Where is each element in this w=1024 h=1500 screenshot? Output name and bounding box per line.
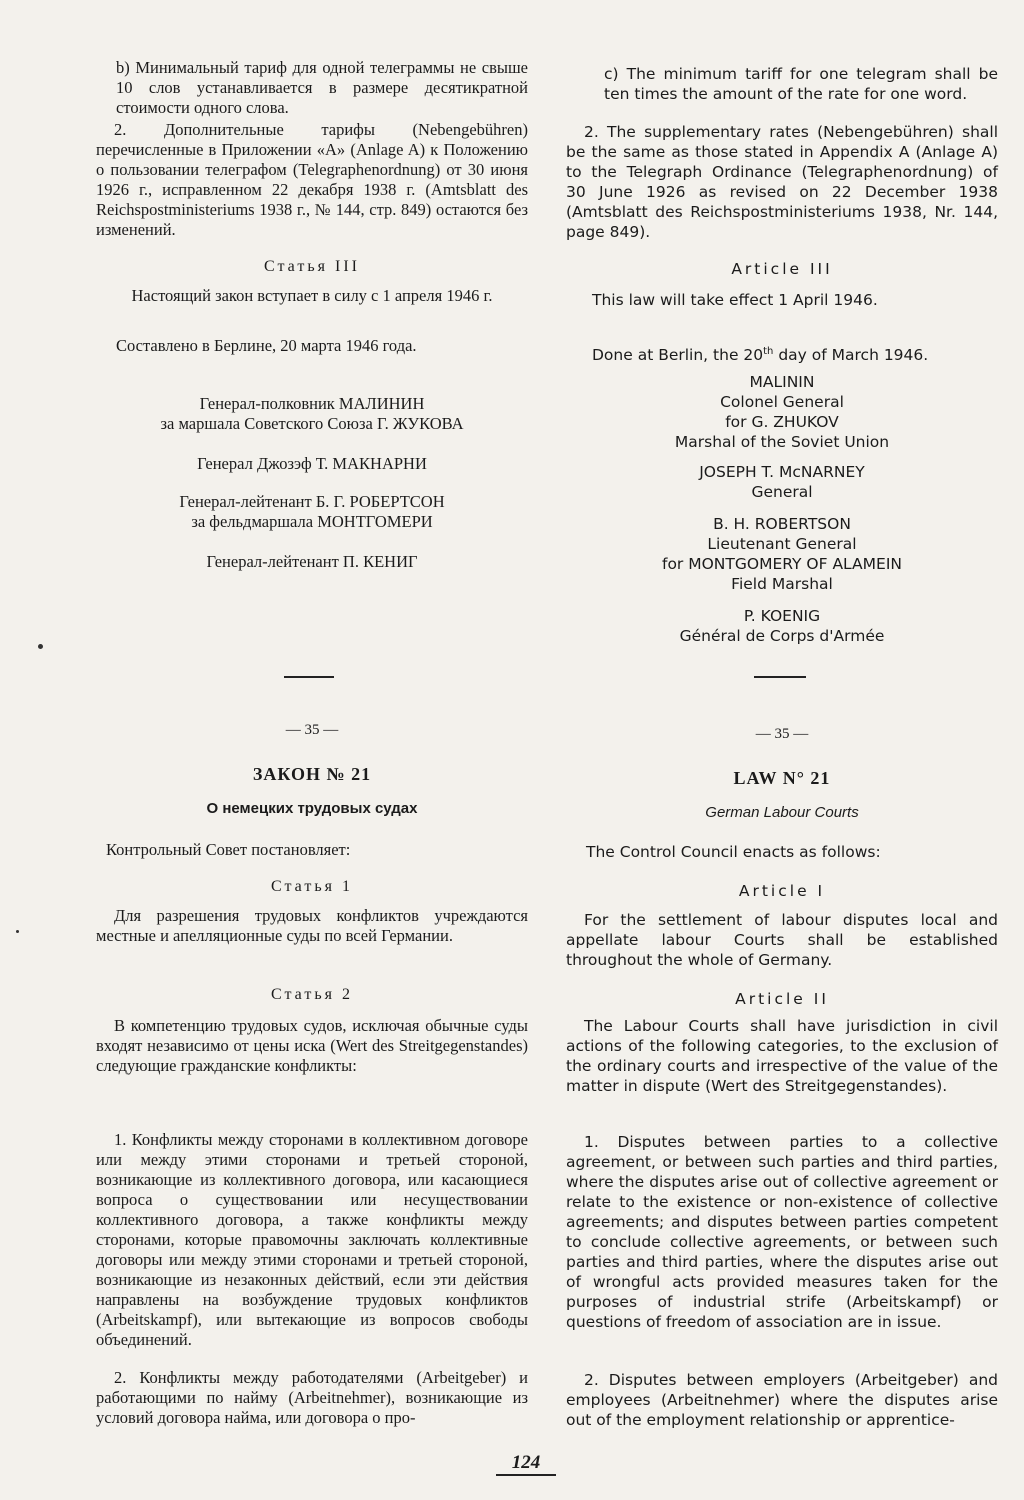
en-signature-1-rank: Colonel General xyxy=(720,393,844,411)
ru-paragraph-2: 2. Дополнительные тарифы (Nebengebühren) перечисленные в Приложении «А» (Anlage A) к Положению о пользовании телеграфом (Telegraphenordnung) от 30 июня 1926 г., исправленном 22 декабря 1938 г. (Amtsblatt des Reichspostministeriums 1938 г., № 144, стр. 849) остаются без изменений. xyxy=(96,120,528,239)
ru-signature-3-line-1: Генерал-лейтенант Б. Г. РОБЕРТСОН xyxy=(179,492,445,511)
en-separator-rule xyxy=(754,676,806,678)
ru-signature-2-line-1: Генерал Джозэф Т. МАКНАРНИ xyxy=(197,454,427,473)
ru-article-3-text: Настоящий закон вступает в силу с 1 апреля 1946 г. xyxy=(131,286,493,305)
en-article-1-text: For the settlement of labour disputes local and appellate labour Courts shall be established throughout the whole of Germany. xyxy=(566,911,998,969)
en-signature-3-for: for MONTGOMERY OF ALAMEIN xyxy=(661,555,902,573)
ru-article-1-text: Для разрешения трудовых конфликтов учреждаются местные и апелляционные суды по всей Германии. xyxy=(96,906,528,945)
en-article-2-heading: Article II xyxy=(735,990,829,1008)
en-signature-4-rank: Général de Corps d'Armée xyxy=(679,627,885,645)
en-law-subtitle: German Labour Courts xyxy=(705,804,859,821)
ru-law-subtitle: О немецких трудовых судах xyxy=(206,800,418,817)
en-paragraph-2: 2. The supplementary rates (Nebengebühren) shall be the same as those stated in Appendix A (Anlage A) to the Telegraph Ordinance (Telegraphenordnung) of 30 June 1926 as revised on 22 December 1938 (Amtsblatt des Reichspostministeriums 1938, Nr. 144, page 849). xyxy=(566,123,998,241)
ru-signature-3-line-2: за фельдмаршала МОНТГОМЕРИ xyxy=(191,512,433,531)
en-item-1: 1. Disputes between parties to a collective agreement, or between such parties and third parties, where the disputes arise out of collective agreement or relate to the existence or non-existence of collective agreements; and disputes between parties competent to conclude collective agreements, or between such parties and third parties, where the disputes arise out of wrongful acts provided measures taken for the purposes of industrial strife (Arbeitskampf) or questions of freedom of association are in issue. xyxy=(566,1133,998,1331)
en-item-2: 2. Disputes between employers (Arbeitgeber) and employees (Arbeitnehmer) where the disputes arise out of the employment relationship or apprentice- xyxy=(566,1371,998,1429)
ru-article-2-heading: Статья 2 xyxy=(271,986,353,1003)
ru-law-title: ЗАКОН № 21 xyxy=(252,764,372,784)
en-signature-4-name: P. KOENIG xyxy=(743,607,821,625)
ru-item-1: 1. Конфликты между сторонами в коллективном договоре или между этими сторонами и третьей стороной, возникающие из коллективного договора, или касающиеся вопроса о существовании или несуществовании коллективного договора, а также конфликты между сторонами, которые правомочны заключать коллективные договоры или между этими сторонами и третьей стороной, возникающие из незаконных действий, если эти действия направлены на возбуждение трудовых конфликтов (Arbeitskampf), или вытекающие из вопросов свободы объединений. xyxy=(96,1130,528,1349)
ru-done-line: Составлено в Берлине, 20 марта 1946 года. xyxy=(116,336,417,355)
ru-enacts-line: Контрольный Совет постановляет: xyxy=(106,840,351,859)
en-paragraph-c: c) The minimum tariff for one telegram shall be ten times the amount of the rate for one word. xyxy=(604,65,998,103)
ru-signature-4-line-1: Генерал-лейтенант П. КЕНИГ xyxy=(206,552,418,571)
ru-article-3-heading: Статья III xyxy=(264,258,360,275)
ru-section-number: — 35 — xyxy=(285,722,339,738)
scan-speck xyxy=(38,644,43,649)
en-signature-2-rank: General xyxy=(751,483,813,501)
en-law-title: LAW N° 21 xyxy=(733,768,831,788)
en-signature-3-rank: Lieutenant General xyxy=(707,535,857,553)
ru-signature-1-line-2: за маршала Советского Союза Г. ЖУКОВА xyxy=(160,414,464,433)
en-article-3-text: This law will take effect 1 April 1946. xyxy=(592,291,878,309)
ru-separator-rule xyxy=(284,676,334,678)
en-signature-1-name: MALININ xyxy=(749,373,815,391)
ru-item-2: 2. Конфликты между работодателями (Arbeitgeber) и работающими по найму (Arbeitnehmer), возникающие из условий договора найма, или договора о про- xyxy=(96,1368,528,1427)
scan-speck xyxy=(16,930,19,933)
en-signature-2-name: JOSEPH T. McNARNEY xyxy=(699,463,865,481)
en-signature-3-title: Field Marshal xyxy=(731,575,833,593)
page-number: 124 xyxy=(496,1452,556,1476)
ru-signature-1-line-1: Генерал-полковник МАЛИНИН xyxy=(199,394,425,413)
ru-paragraph-b: b) Минимальный тариф для одной телеграммы не свыше 10 слов устанавливается в размере десятикратной стоимости одного слова. xyxy=(116,58,528,117)
en-article-3-heading: Article III xyxy=(731,260,833,278)
en-enacts-line: The Control Council enacts as follows: xyxy=(586,843,881,861)
en-article-1-heading: Article I xyxy=(738,882,826,900)
en-signature-1-for: for G. ZHUKOV xyxy=(725,413,839,431)
en-done-line: Done at Berlin, the 20th day of March 1946. xyxy=(592,346,929,365)
en-section-number: — 35 — xyxy=(755,726,809,742)
ru-article-2-text: В компетенцию трудовых судов, исключая обычные суды входят независимо от цены иска (Wert des Streitgegenstandes) следующие гражданские конфликты: xyxy=(96,1016,528,1075)
en-article-2-text: The Labour Courts shall have jurisdiction in civil actions of the following categories, to the exclusion of the ordinary courts and irrespective of the value of the matter in dispute (Wert des Streitgegenstandes). xyxy=(566,1017,998,1095)
ru-article-1-heading: Статья 1 xyxy=(271,878,353,895)
en-signature-1-title: Marshal of the Soviet Union xyxy=(674,433,890,451)
en-signature-3-name: B. H. ROBERTSON xyxy=(713,515,851,533)
